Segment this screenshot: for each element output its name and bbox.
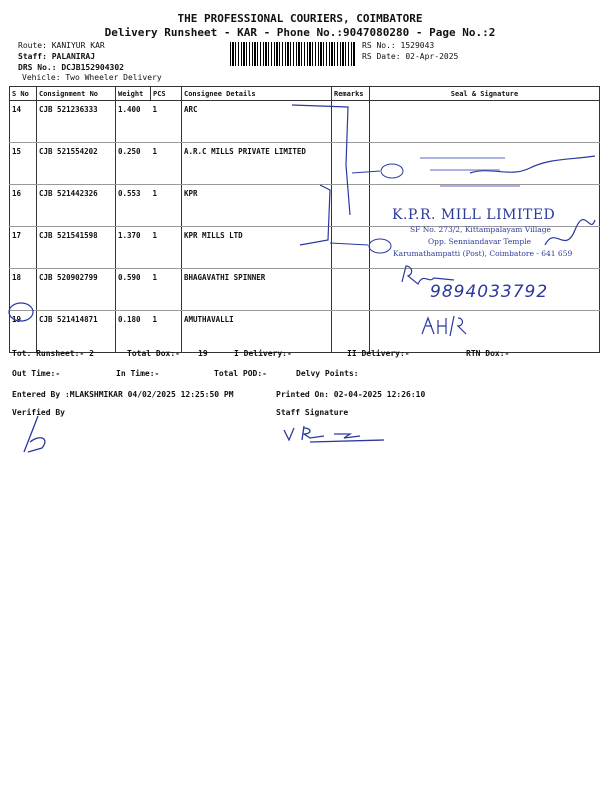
cell-sno: 19 — [10, 311, 37, 353]
cell-pcs: 1 — [151, 101, 182, 143]
cell-remarks — [332, 311, 370, 353]
col-pcs: PCS — [151, 87, 182, 101]
cell-consignment: CJB 521236333 — [37, 101, 116, 143]
col-sno: S No — [10, 87, 37, 101]
cell-pcs: 1 — [151, 185, 182, 227]
cell-consignment: CJB 521541598 — [37, 227, 116, 269]
cell-sno: 15 — [10, 143, 37, 185]
route-label: Route: KANIYUR KAR — [18, 41, 105, 50]
cell-consignee: A.R.C MILLS PRIVATE LIMITED — [182, 143, 332, 185]
handwritten-phone: 9894033792 — [430, 282, 549, 302]
stamp-company-name: K.P.R. MILL LIMITED — [392, 207, 556, 223]
out-time: Out Time:- — [12, 369, 61, 378]
printed-on: Printed On: 02-04-2025 12:26:10 — [276, 390, 426, 399]
total-dox-value: 19 — [198, 349, 208, 358]
cell-consignee: AMUTHAVALLI — [182, 311, 332, 353]
rs-number: RS No.: 1529043 — [362, 41, 435, 50]
handwritten-circle-mark — [6, 300, 38, 324]
faded-stamp-image — [410, 148, 600, 198]
cell-weight: 0.590 — [116, 269, 151, 311]
rtn-dox: RTN Dox:- — [466, 349, 510, 358]
tot-runsheet: Tot. Runsheet:- 2 — [12, 349, 94, 358]
col-remarks: Remarks — [332, 87, 370, 101]
cell-sno: 18 — [10, 269, 37, 311]
total-pod: Total POD:- — [214, 369, 267, 378]
cell-weight: 1.370 — [116, 227, 151, 269]
handwritten-bracket-strokes — [290, 95, 420, 265]
rs-date: RS Date: 02-Apr-2025 — [362, 52, 459, 61]
runsheet-title: Delivery Runsheet - KAR - Phone No.:9047080280 - Page No.:2 — [104, 26, 496, 39]
vehicle-label: Vehicle: Two Wheeler Delivery — [22, 73, 162, 82]
cell-signature — [370, 311, 600, 353]
cell-consignee: KPR — [182, 185, 332, 227]
cell-weight: 0.180 — [116, 311, 151, 353]
col-seal-signature: Seal & Signature — [370, 87, 600, 101]
handwritten-signature-row19 — [418, 312, 470, 338]
cell-sno: 16 — [10, 185, 37, 227]
verified-signature-image — [20, 412, 60, 456]
stamp-address-line2: Opp. Senniandavar Temple — [428, 237, 532, 246]
cell-consignment: CJB 521442326 — [37, 185, 116, 227]
staff-label: Staff: PALANIRAJ — [18, 52, 96, 61]
cell-pcs: 1 — [151, 311, 182, 353]
cell-pcs: 1 — [151, 269, 182, 311]
barcode-image — [230, 42, 356, 66]
cell-weight: 1.400 — [116, 101, 151, 143]
col-consignee: Consignee Details — [182, 87, 332, 101]
cell-remarks — [332, 269, 370, 311]
staff-signature-image — [280, 422, 390, 446]
cell-weight: 0.553 — [116, 185, 151, 227]
col-consignment: Consignment No — [37, 87, 116, 101]
cell-pcs: 1 — [151, 143, 182, 185]
cell-pcs: 1 — [151, 227, 182, 269]
cell-consignee: BHAGAVATHI SPINNER — [182, 269, 332, 311]
ii-delivery: II Delivery:- — [347, 349, 410, 358]
drs-number: DRS No.: DCJB152904302 — [18, 63, 124, 72]
handwritten-signature-stamp — [540, 215, 600, 260]
stamp-address-line1: SF No. 273/2, Kittampalayam Village — [410, 225, 551, 234]
table-row — [10, 311, 600, 353]
col-weight: Weight — [116, 87, 151, 101]
verified-by-label: Verified By — [12, 408, 65, 417]
cell-sno: 17 — [10, 227, 37, 269]
total-dox-label: Total Dox:- — [127, 349, 180, 358]
cell-consignment: CJB 521554202 — [37, 143, 116, 185]
cell-weight: 0.250 — [116, 143, 151, 185]
cell-consignee: ARC — [182, 101, 332, 143]
delvy-points: Delvy Points: — [296, 369, 359, 378]
cell-consignee: KPR MILLS LTD — [182, 227, 332, 269]
cell-consignment: CJB 521414871 — [37, 311, 116, 353]
stamp-address-line3: Karumathampatti (Post), Coimbatore - 641 659 — [393, 249, 573, 258]
staff-signature-label: Staff Signature — [276, 408, 349, 417]
cell-consignment: CJB 520902799 — [37, 269, 116, 311]
company-title: THE PROFESSIONAL COURIERS, COIMBATORE — [177, 12, 423, 25]
entered-by: Entered By :MLAKSHMIKAR 04/02/2025 12:25:50 PM — [12, 390, 234, 399]
cell-sno: 14 — [10, 101, 37, 143]
i-delivery: I Delivery:- — [234, 349, 292, 358]
in-time: In Time:- — [116, 369, 160, 378]
